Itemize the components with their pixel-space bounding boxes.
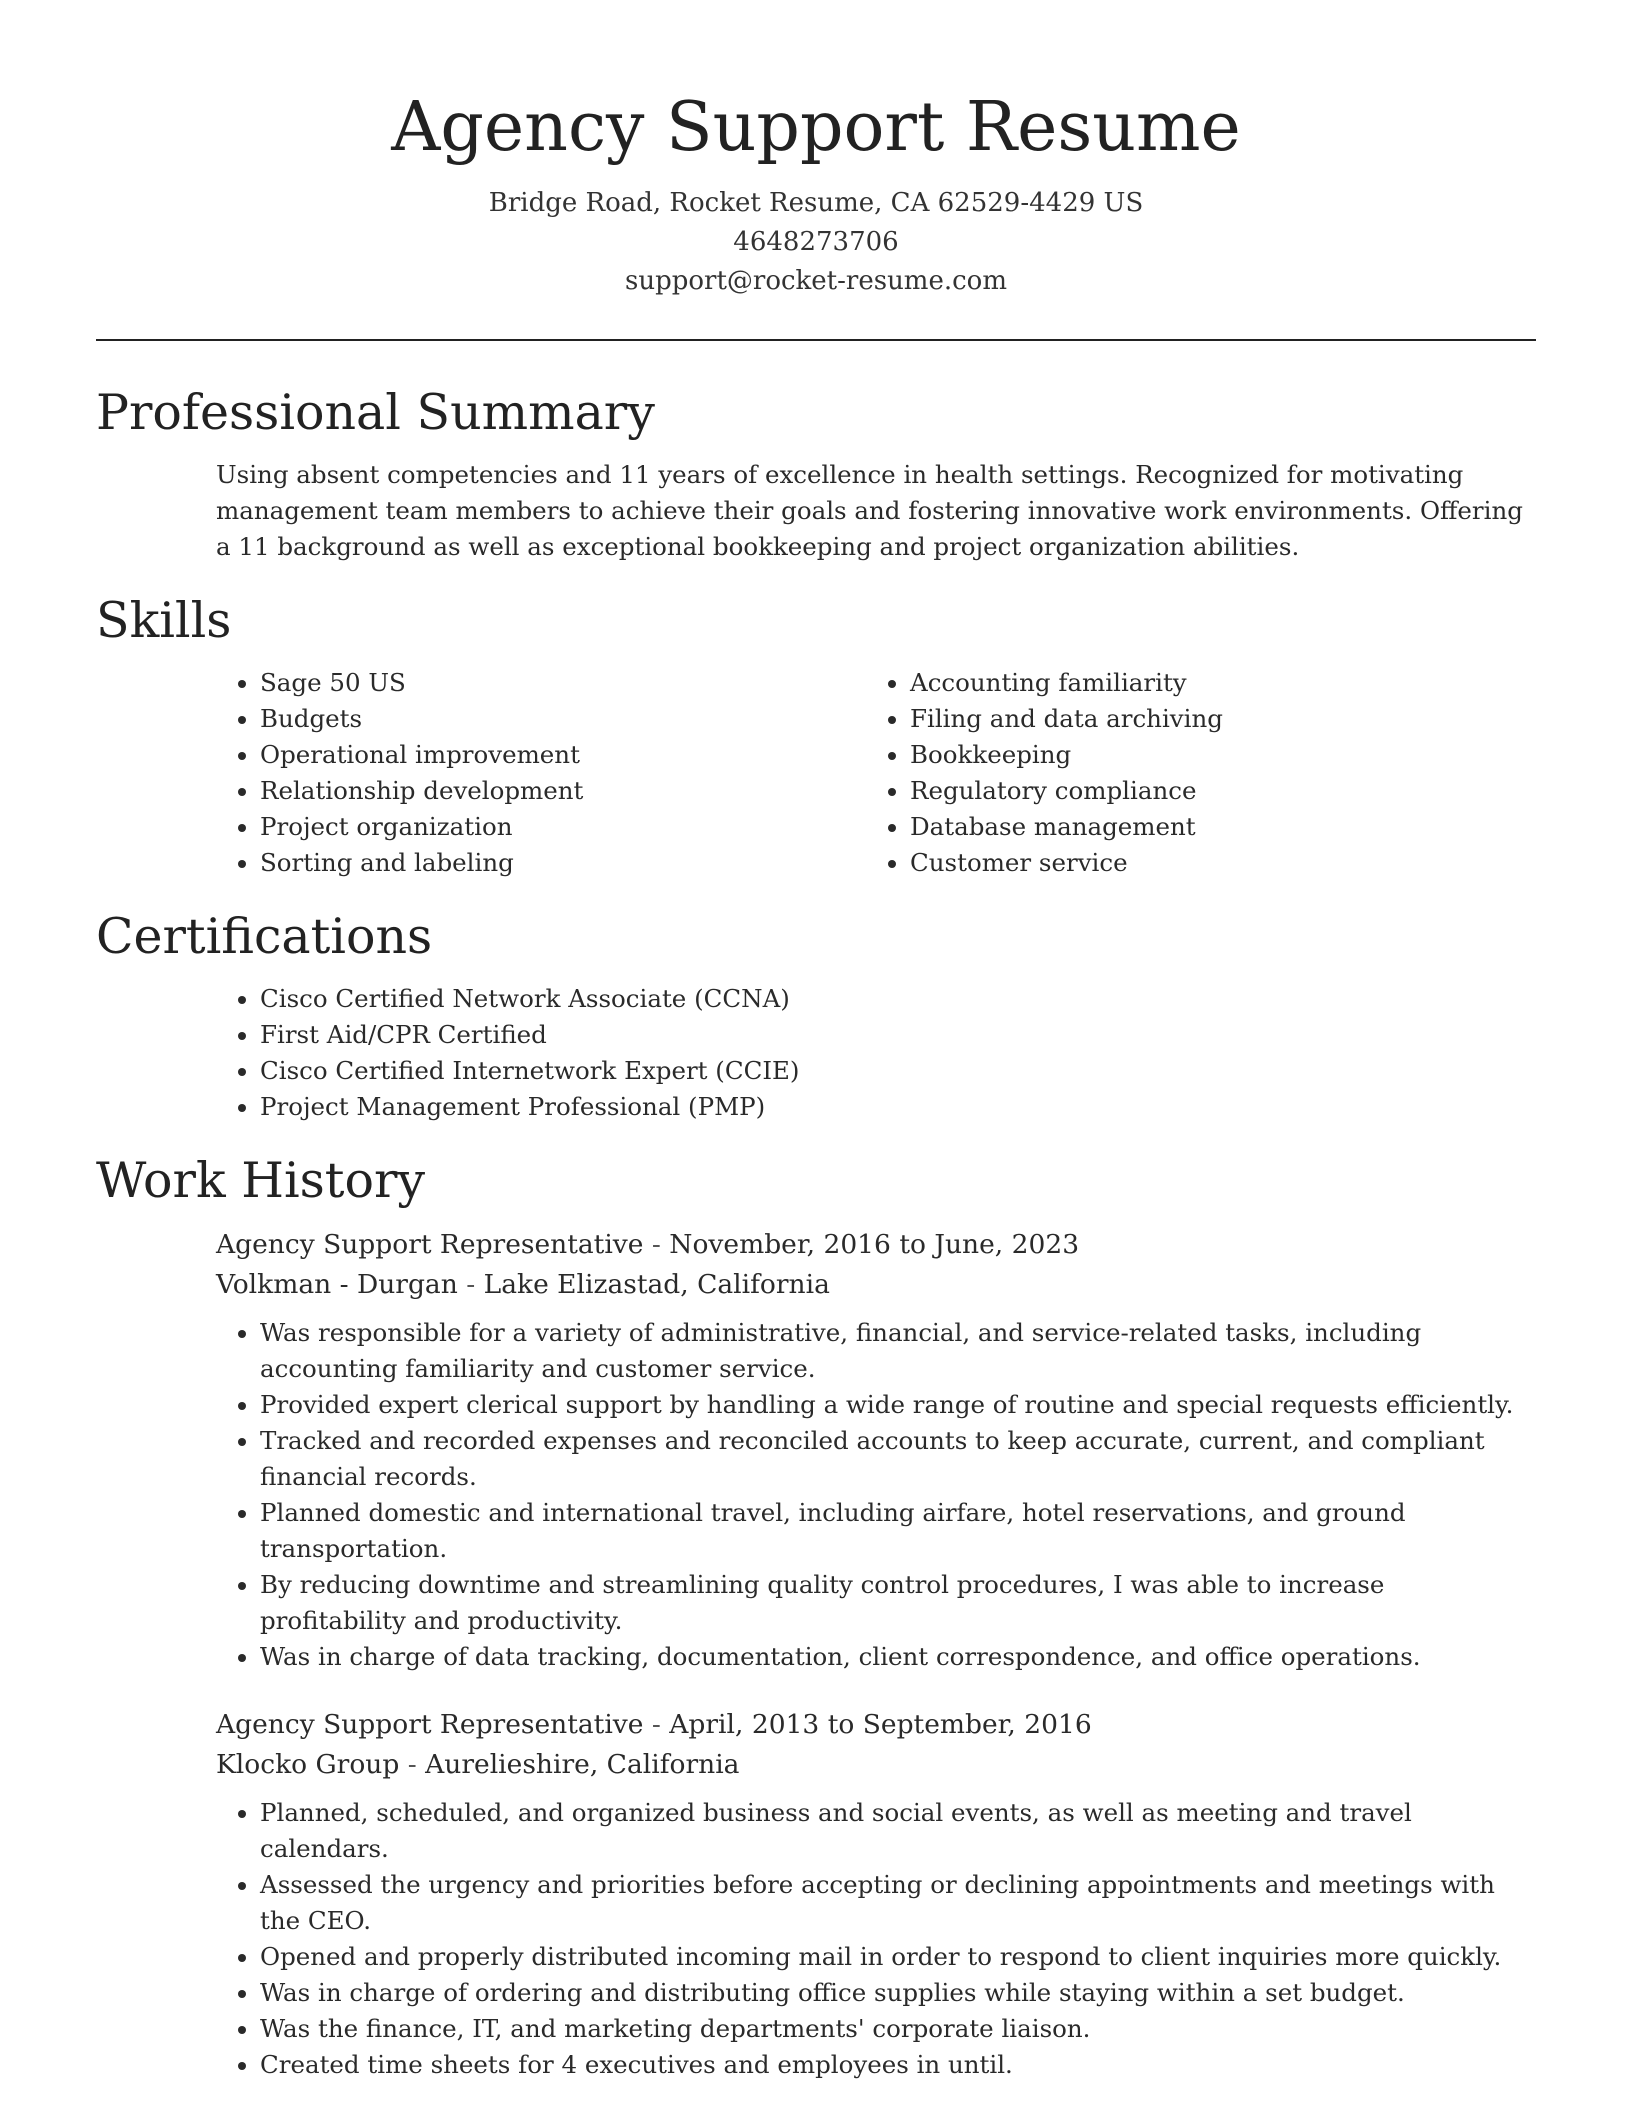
skill-item: • Project organization [260, 809, 866, 845]
skills-section [96, 589, 1536, 881]
job-bullet: • Opened and properly distributed incoming mail in order to respond to client inquiries more quickly. [260, 1939, 1536, 1975]
resume-name: Agency Support Resume [391, 88, 1241, 167]
job-dates: April, 2013 to September, 2016 [669, 1709, 1092, 1740]
job-title-line: Agency Support Representative - November, 2016 to June, 2023 [216, 1229, 1080, 1260]
skills-column-right [866, 665, 1516, 881]
job-bullet: • Created time sheets for 4 executives and employees in until. [260, 2047, 1536, 2083]
header-divider [96, 339, 1536, 341]
certifications-list [216, 981, 1536, 1125]
job-location: Lake Elizastad, California [483, 1269, 830, 1300]
skill-item: • Database management [910, 809, 1516, 845]
contact-email: support@rocket-resume.com [624, 266, 1007, 296]
job-company: Klocko Group [216, 1749, 400, 1780]
skill-item: • Filing and data archiving [910, 701, 1516, 737]
summary-title: Professional Summary [96, 384, 655, 441]
job-entry [216, 1225, 1536, 1675]
job-bullet: • Planned domestic and international travel, including airfare, hotel reservations, and ground transportation. [260, 1495, 1536, 1567]
summary-section [96, 381, 1536, 565]
skill-item: • Sorting and labeling [260, 845, 866, 881]
job-bullet: • Provided expert clerical support by handling a wide range of routine and special requests efficiently. [260, 1387, 1536, 1423]
certifications-title: Certifications [96, 908, 433, 965]
skills-title: Skills [96, 592, 232, 649]
job-bullets [216, 1315, 1536, 1675]
skill-item: • Bookkeeping [910, 737, 1516, 773]
job-title: Agency Support Representative [216, 1229, 644, 1260]
work-history-title: Work History [96, 1152, 426, 1209]
job-entry [216, 1705, 1536, 2083]
skills-grid [216, 665, 1536, 881]
certifications-section [96, 905, 1536, 1125]
skill-item: • Relationship development [260, 773, 866, 809]
contact-block [96, 184, 1536, 301]
job-bullet: • Was the finance, IT, and marketing departments' corporate liaison. [260, 2011, 1536, 2047]
skill-item: • Budgets [260, 701, 866, 737]
skill-item: • Operational improvement [260, 737, 866, 773]
skills-list-left [216, 665, 866, 881]
job-bullet: • By reducing downtime and streamlining quality control procedures, I was able to increase profitability and productivity. [260, 1567, 1536, 1639]
job-title: Agency Support Representative [216, 1709, 644, 1740]
resume-header [96, 0, 1536, 301]
job-title-line: Agency Support Representative - April, 2013 to September, 2016 [216, 1709, 1092, 1740]
job-bullet: • Was in charge of data tracking, documentation, client correspondence, and office operations. [260, 1639, 1536, 1675]
skills-list-right [866, 665, 1516, 881]
job-bullet: • Was in charge of ordering and distributing office supplies while staying within a set budget. [260, 1975, 1536, 2011]
skill-item: • Sage 50 US [260, 665, 866, 701]
job-company-line: Volkman - Durgan - Lake Elizastad, California [216, 1269, 830, 1300]
certification-item: • First Aid/CPR Certified [260, 1017, 1536, 1053]
contact-address: Bridge Road, Rocket Resume, CA 62529-4429 US [488, 188, 1144, 218]
job-bullet: • Assessed the urgency and priorities before accepting or declining appointments and meetings with the CEO. [260, 1867, 1536, 1939]
job-bullet: • Was responsible for a variety of administrative, financial, and service-related tasks, including accounting familiarity and customer service. [260, 1315, 1536, 1387]
contact-phone: 4648273706 [733, 227, 899, 257]
skill-item: • Accounting familiarity [910, 665, 1516, 701]
job-company-line: Klocko Group - Aurelieshire, California [216, 1749, 740, 1780]
job-bullet: • Planned, scheduled, and organized business and social events, as well as meeting and travel calendars. [260, 1795, 1536, 1867]
certification-item: • Project Management Professional (PMP) [260, 1089, 1536, 1125]
certification-item: • Cisco Certified Network Associate (CCNA) [260, 981, 1536, 1017]
resume-page [96, 0, 1536, 2083]
skill-item: • Customer service [910, 845, 1516, 881]
summary-text: Using absent competencies and 11 years of excellence in health settings. Recognized for motivating management team members to achieve their goals and fostering innovative work environments. Offering a 11 background as well as exceptional bookkeeping and project organization abilities. [216, 460, 1523, 561]
job-bullet: • Tracked and recorded expenses and reconciled accounts to keep accurate, current, and compliant financial records. [260, 1423, 1536, 1495]
certification-item: • Cisco Certified Internetwork Expert (CCIE) [260, 1053, 1536, 1089]
job-bullets [216, 1795, 1536, 2083]
job-dates: November, 2016 to June, 2023 [669, 1229, 1080, 1260]
skills-column-left [216, 665, 866, 881]
job-company: Volkman - Durgan [216, 1269, 458, 1300]
skill-item: • Regulatory compliance [910, 773, 1516, 809]
work-history-section [96, 1149, 1536, 2083]
job-location: Aurelieshire, California [425, 1749, 740, 1780]
